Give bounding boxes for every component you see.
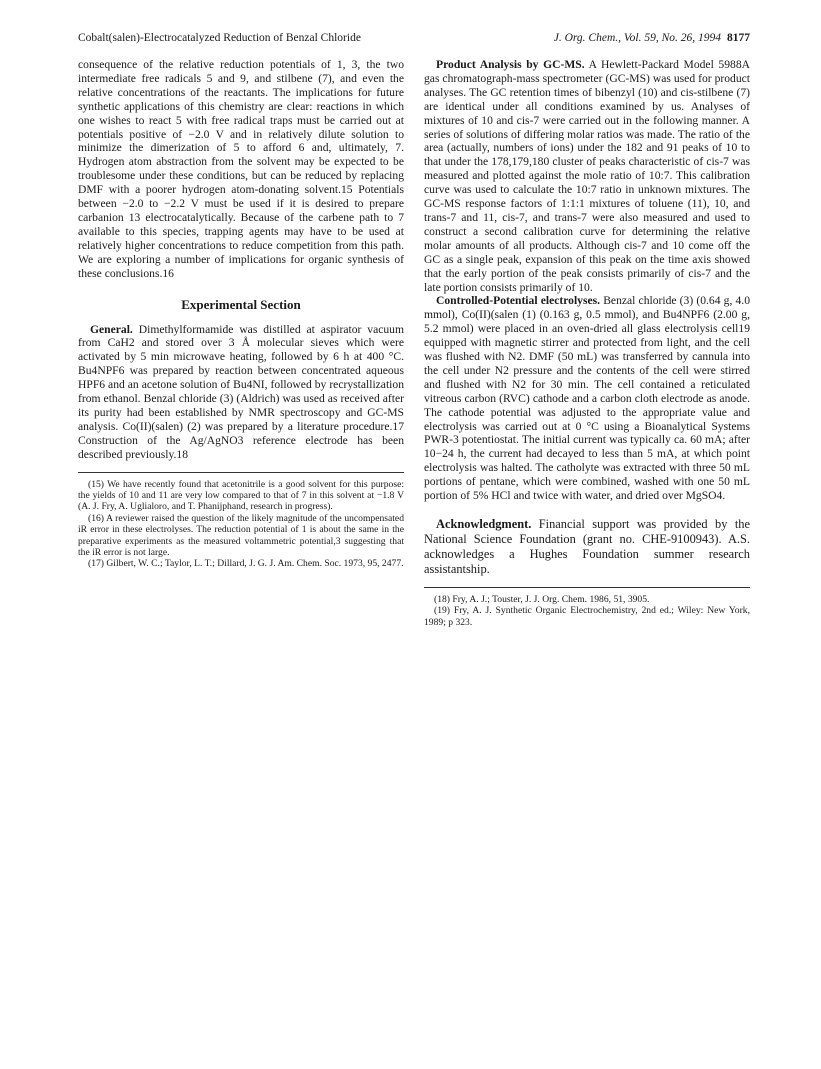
right-column <box>424 58 750 628</box>
running-head <box>78 30 750 46</box>
electrolysis-text: Benzal chloride (3) (0.64 g, 4.0 mmol), Co(II)(salen (1) (0.163 g, 0.5 mmol), and Bu4NPF6 (2.00 g, 5.2 mmol) were placed in an oven-dried all glass electrolysis cell19 equipped with magnetic stirrer and protected from light, and the cell was flushed with N2. DMF (50 mL) was transferred by cannula into the cell under N2 pressure and the contents of the cell were stirred and flushed with N2 for 30 min. The cell contained a reticulated vitreous carbon (RVC) cathode and a carbon cloth electrode as anode. The cathode potential was adjusted to the appropriate value and electrolysis was carried out at 0 °C using a Bioanalytical Systems PWR-3 potentiostat. The initial current was typically ca. 60 mA; after 10−24 h, the current had decayed to less than 5 mA, at which point electrolysis was halted. The catholyte was extracted with three 50 mL portions of pentane, which were combined, washed with one 50 mL portion of 5% HCl and twice with water, and dried over MgSO4. <box>424 294 751 503</box>
continued-paragraph: consequence of the relative reduction potentials of 1, 3, the two intermediate free radicals 5 and 9, and stilbene (7), and even the relative concentrations of the reactants. The implications for future synthetic applications of this chemistry are clear: reactions in which one wishes to react 5 with free radical traps must be carried out at potentials positive of −2.0 V and in relatively dilute solution to minimize the dimerization of 5 to afford 6 and, ultimately, 7. Hydrogen atom abstraction from the solvent may be expected to be troublesome under these conditions, but can be reduced by replacing DMF with a poorer hydrogen atom-donating solvent.15 Potentials between −2.0 to −2.2 V must be used if it is desired to prepare carbanion 13 electrocatalytically. Because of the carbene path to 7 available to this species, trapping agents may have to be used at relatively higher concentrations to reduce competition from this path. We are exploring a number of implications for organic synthesis of these conclusions.16 <box>78 58 404 280</box>
section-heading-experimental: Experimental Section <box>181 296 301 312</box>
general-paragraph <box>78 323 404 462</box>
footnote-rule <box>78 472 404 473</box>
left-column <box>78 58 404 570</box>
general-lead: General. <box>90 322 133 336</box>
footnote-16: (16) A reviewer raised the question of the likely magnitude of the uncompensated iR error in these electrolyses. The reduction potential of 1 is about the same in the preparative experiments as the measured voltammetric potential,3 suggesting that the iR error is not large. <box>78 512 404 558</box>
footnote-17: (17) Gilbert, W. C.; Taylor, L. T.; Dillard, J. G. J. Am. Chem. Soc. 1973, 95, 2477. <box>88 558 404 570</box>
footnote-19: (19) Fry, A. J. Synthetic Organic Electrochemistry, 2nd ed.; Wiley: New York, 1989; p 323. <box>424 605 750 628</box>
acknowledgment-paragraph <box>424 517 750 577</box>
gcms-text: A Hewlett-Packard Model 5988A gas chromatograph-mass spectrometer (GC-MS) was used for product analyses. The GC retention times of bibenzyl (10) and cis-stilbene (7) are identical under all conditions examined by us. Analyses of mixtures of 10 and cis-7 were carried out in the following manner. A series of solutions of differing molar ratios was made. The ratio of the area (actually, numbers of ions) under the 182 and 91 peaks of 10 to that under the 178,179,180 cluster of peaks characteristic of cis-7 was measured and plotted against the mole ratio of 10:7. This calibration curve was used to calculate the 10:7 ratio in unknown mixtures. The GC-MS response factors of 1:1:1 mixtures of toluene (11), 10, and trans-7 and 11, cis-7, and trans-7 were also measured and used to construct a second calibration curve for determining the relative molar amounts of all products. Although cis-7 and 10 come off the GC as a single peak, expansion of this peak on the time axis showed that the early portion of the peak consists primarily of cis-7 and the late portion consists primarily of 10. <box>424 58 750 294</box>
running-head-title: Cobalt(salen)-Electrocatalyzed Reduction of Benzal Chloride <box>78 32 361 44</box>
page-number: 8177 <box>727 32 750 44</box>
acknowledgment-text: Financial support was provided by the National Science Foundation (grant no. CHE-9100943). A.S. acknowledges a Hughes Foundation summer research assistantship. <box>424 517 750 576</box>
electrolysis-lead: Controlled-Potential electrolyses. <box>436 294 601 308</box>
footnote-rule-right <box>424 587 750 588</box>
electrolysis-paragraph <box>424 294 750 503</box>
footnote-18: (18) Fry, A. J.; Touster, J. J. Org. Chem. 1986, 51, 3905. <box>434 594 650 605</box>
acknowledgment-lead: Acknowledgment. <box>436 517 532 531</box>
general-text: Dimethylformamide was distilled at aspirator vacuum from CaH2 and stored over 3 Å molecular sieves which were activated by 5 min microwave heating, followed by 6 h at 400 °C. Bu4NPF6 was prepared by reaction between concentrated aqueous HPF6 and an acetone solution of Bu4NI, followed by recrystallization from ethanol. Benzal chloride (3) (Aldrich) was used as received after its purity had been established by NMR spectroscopy and GC-MS analysis. Co(II)(salen) (2) was prepared by a literature procedure.17 Construction of the Ag/AgNO3 reference electrode has been described previously.18 <box>78 322 404 461</box>
footnote-15: (15) We have recently found that acetonitrile is a good solvent for this purpose: the yields of 10 and 11 are very low compared to that of 7 in this solvent at −1.8 V (A. J. Fry, A. Uglialoro, and T. Phanijphand, research in progress). <box>78 478 404 513</box>
gcms-paragraph <box>424 58 750 294</box>
gcms-lead: Product Analysis by GC-MS. <box>436 58 585 71</box>
journal-citation: J. Org. Chem., Vol. 59, No. 26, 1994 <box>553 32 721 44</box>
running-head-journal <box>554 30 750 46</box>
